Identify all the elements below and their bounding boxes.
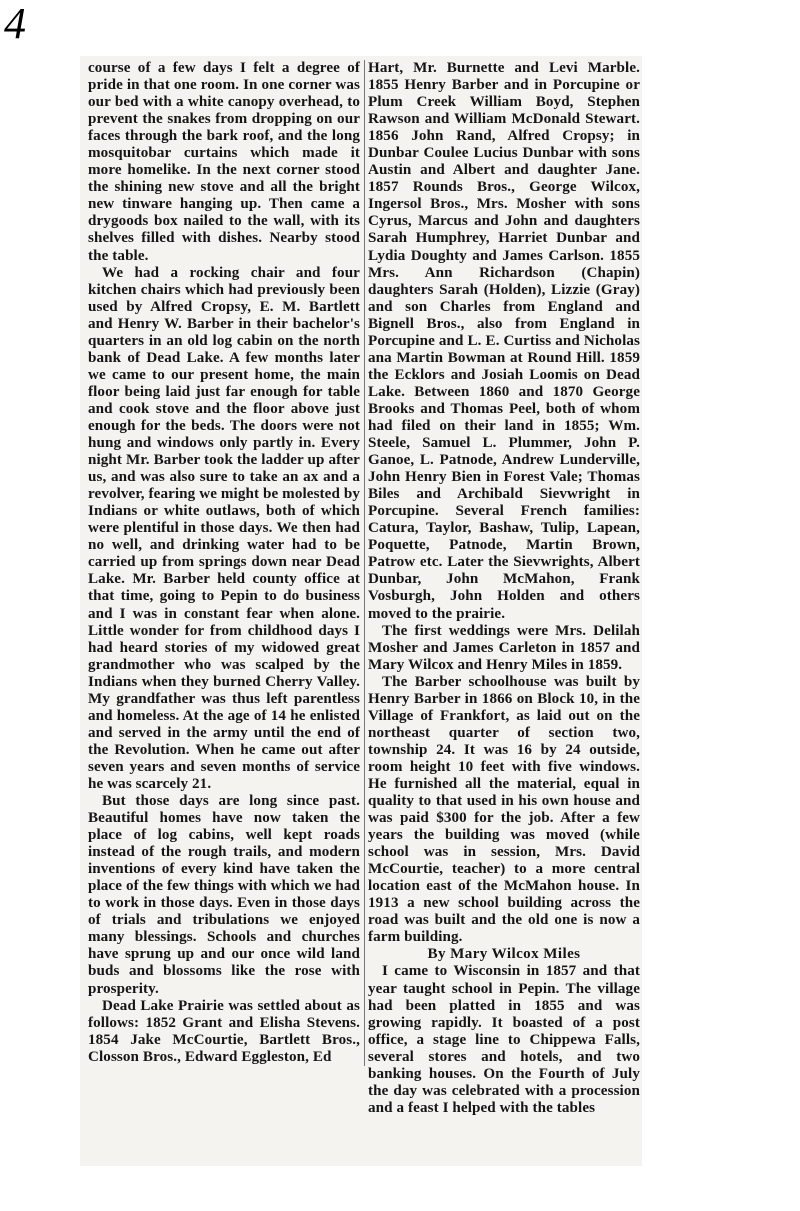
left-column xyxy=(88,60,365,1066)
page-number: 4 xyxy=(4,0,26,48)
paragraph: But those days are long since past. Beautiful homes have now taken the place of log cabins, well kept roads instead of the rough trails, and modern inventions of every kind have taken the place of the few things with which we had to work in those days. Even in those days of trials and tribulations we enjoyed many blessings. Schools and churches have sprung up and our once wild land buds and blossoms like the rose with prosperity. xyxy=(88,793,360,997)
paragraph: The Barber schoolhouse was built by Henry Barber in 1866 on Block 10, in the Village of Frankfort, as laid out on the northeast quarter of section two, township 24. It was 16 by 24 outside, room height 10 feet with five windows. He furnished all the material, equal in quality to that used in his own house and was paid $300 for the job. After a few years the building was moved (while school was in session, Mrs. David McCourtie, teacher) to a more central location east of the McMahon house. In 1913 a new school building across the road was built and the old one is now a farm building. xyxy=(368,673,640,946)
paragraph: We had a rocking chair and four kitchen chairs which had previously been used by Alfred Cropsy, E. M. Bartlett and Henry W. Barber in their bachelor's quarters in an old log cabin on the north bank of Dead Lake. A few months later we came to our present home, the main floor being laid just far enough for table and cook stove and the floor above just enough for the beds. The doors were not hung and windows only partly in. Every night Mr. Barber took the ladder up after us, and was also sure to take an ax and a revolver, fearing we might be molested by Indians or white outlaws, both of which were plentiful in those days. We then had no well, and drinking water had to be carried up from springs down near Dead Lake. Mr. Barber held county office at that time, going to Pepin to do business and I was in constant fear when alone. Little wonder for from childhood days I had heard stories of my widowed great grandmother who was scalped by the Indians when they burned Cherry Valley. My grandfather was thus left parentless and homeless. At the age of 14 he enlisted and served in the army until the end of the Revolution. When he came out after seven years and seven months of service he was scarcely 21. xyxy=(88,264,360,792)
paragraph: Hart, Mr. Burnette and Levi Marble. 1855 Henry Barber and in Porcupine or Plum Creek William Boyd, Stephen Rawson and William McDonald Stewart. 1856 John Rand, Alfred Cropsy; in Dunbar Coulee Lucius Dunbar with sons Austin and Albert and daughter Jane. 1857 Rounds Bros., George Wilcox, Ingersol Bros., Mrs. Mosher with sons Cyrus, Marcus and John and daughters Sarah Humphrey, Harriet Dunbar and Lydia Doughty and James Carlson. 1855 Mrs. Ann Richardson (Chapin) daughters Sarah (Holden), Lizzie (Gray) and son Charles from England and Bignell Bros., also from England in Porcupine and L. E. Curtiss and Nicholas ana Martin Bowman at Round Hill. 1859 the Ecklors and Josiah Loomis on Dead Lake. Between 1860 and 1870 George Brooks and Thomas Peel, both of whom had filed on their land in 1855; Wm. Steele, Samuel L. Plummer, John P. Ganoe, L. Patnode, Andrew Lunderville, John Henry Bien in Forest Vale; Thomas Biles and Archibald Sievwright in Porcupine. Several French families: Catura, Taylor, Bashaw, Tulip, Lapean, Poquette, Patnode, Martin Brown, Patrow etc. Later the Sievwrights, Albert Dunbar, John McMahon, Frank Vosburgh, John Holden and others moved to the prairie. xyxy=(368,60,640,622)
byline: By Mary Wilcox Miles xyxy=(427,946,581,963)
paragraph: Dead Lake Prairie was settled about as follows: 1852 Grant and Elisha Stevens. 1854 Jake McCourtie, Bartlett Bros., Closson Bros., Edward Eggleston, Ed xyxy=(88,997,360,1065)
paragraph: I came to Wisconsin in 1857 and that year taught school in Pepin. The village had been platted in 1855 and was growing rapidly. It boasted of a post office, a stage line to Chippewa Falls, several stores and hotels, and two banking houses. On the Fourth of July the day was celebrated with a procession and a feast I helped with the tables xyxy=(368,963,640,1116)
paragraph: The first weddings were Mrs. Delilah Mosher and James Carleton in 1857 and Mary Wilcox and Henry Miles in 1859. xyxy=(368,622,640,673)
paragraph: course of a few days I felt a degree of pride in that one room. In one corner was our bed with a white canopy overhead, to prevent the snakes from dropping on our faces through the bark roof, and the long mosquitobar curtains which made it more homelike. In the next corner stood the shining new stove and all the bright new tinware hanging up. Then came a drygoods box nailed to the wall, with its shelves filled with dishes. Nearby stood the table. xyxy=(88,60,360,264)
right-column xyxy=(368,60,640,1117)
